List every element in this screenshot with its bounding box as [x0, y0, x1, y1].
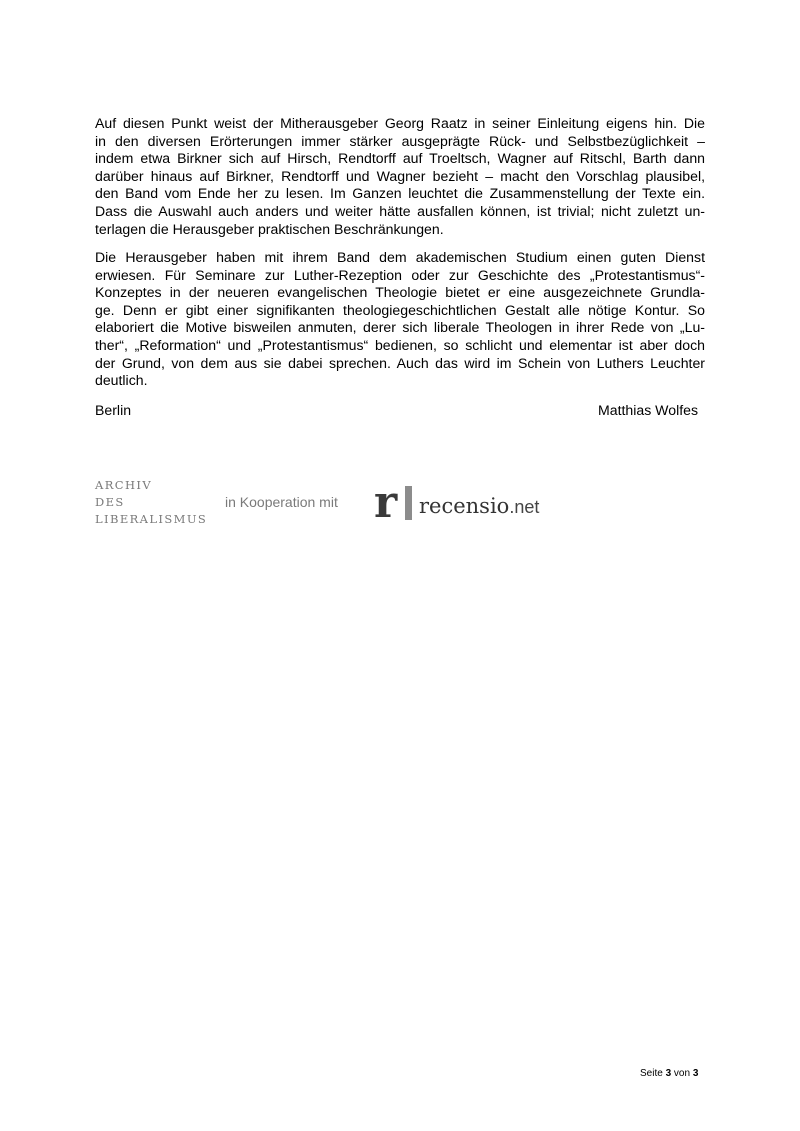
logo-text-line: LIBERALISMUS [95, 512, 208, 526]
paragraph-line: Dass die Auswahl auch anders und weiter hätte ausfallen können, ist trivial; nicht zuletzt un- [95, 202, 705, 219]
paragraph-line: darüber hinaus auf Birkner, Rendtorff und Wagner bezieht – macht den Vorschlag plausibel, [95, 167, 705, 184]
paragraph-line: den Band vom Ende her zu lesen. Im Ganzen leuchtet die Zusammenstellung der Texte ein. [95, 185, 705, 202]
paragraph-line: der Grund, von dem aus sie dabei sprechen. Auch das wird im Schein von Luthers Leuchter [95, 354, 705, 371]
paragraph-line: erwiesen. Für Seminare zur Luther-Rezeption oder zur Geschichte des „Protestantismus“- [95, 266, 705, 283]
paragraph-line: deutlich. [95, 372, 148, 389]
paragraph-line: Die Herausgeber haben mit ihrem Band dem akademischen Studium einen guten Dienst [95, 249, 705, 265]
paragraph-line: Auf diesen Punkt weist der Mitherausgeber Georg Raatz in seiner Einleitung eigens hin. Die [95, 115, 705, 131]
recensio-tld: .net [509, 497, 540, 517]
recensio-wordmark [419, 494, 539, 518]
recensio-bar [405, 486, 412, 520]
footer-current-page: 3 [665, 1068, 672, 1079]
logo-text-line: ARCHIV [95, 478, 153, 492]
cooperation-text: in Kooperation mit [225, 494, 338, 510]
footer-separator: von [673, 1068, 691, 1079]
archiv-des-liberalismus-logo [95, 477, 207, 528]
paragraph-line: ther“, „Reformation“ und „Protestantismus“ bedienen, so schlicht und elementar ist aber doch [95, 336, 705, 353]
paragraph-line: in den diversen Erörterungen immer stärker ausgeprägte Rück- und Selbstbezüglichkeit – [95, 132, 705, 149]
footer-total-pages: 3 [692, 1068, 699, 1079]
recensio-r-glyph: r [374, 482, 398, 524]
body-paragraph-1 [95, 115, 705, 238]
paragraph-line: ge. Denn er gibt einer signifikanten theologiegeschichtlichen Gestalt alle nötige Kontur. So [95, 301, 705, 318]
recensio-name: recensio [419, 494, 510, 518]
body-paragraph-2 [95, 249, 705, 390]
paragraph-line: indem etwa Birkner sich auf Hirsch, Rendtorff auf Troeltsch, Wagner auf Ritschl, Barth dann [95, 150, 705, 167]
paragraph-line: terlagen die Herausgeber praktischen Beschränkungen. [95, 220, 444, 237]
paragraph-line: Konzeptes in der neueren evangelischen Theologie bietet er eine ausgezeichnete Grundla- [95, 284, 705, 301]
paragraph-line: elaboriert die Motive bisweilen anmuten, derer sich liberale Theologen in ihrer Rede von „Lu- [95, 319, 705, 336]
signoff-place: Berlin [95, 402, 132, 418]
signoff-author: Matthias Wolfes [598, 402, 698, 418]
logo-text-line: DES [95, 495, 125, 509]
footer-prefix: Seite [640, 1068, 663, 1079]
page-footer [640, 1068, 698, 1079]
